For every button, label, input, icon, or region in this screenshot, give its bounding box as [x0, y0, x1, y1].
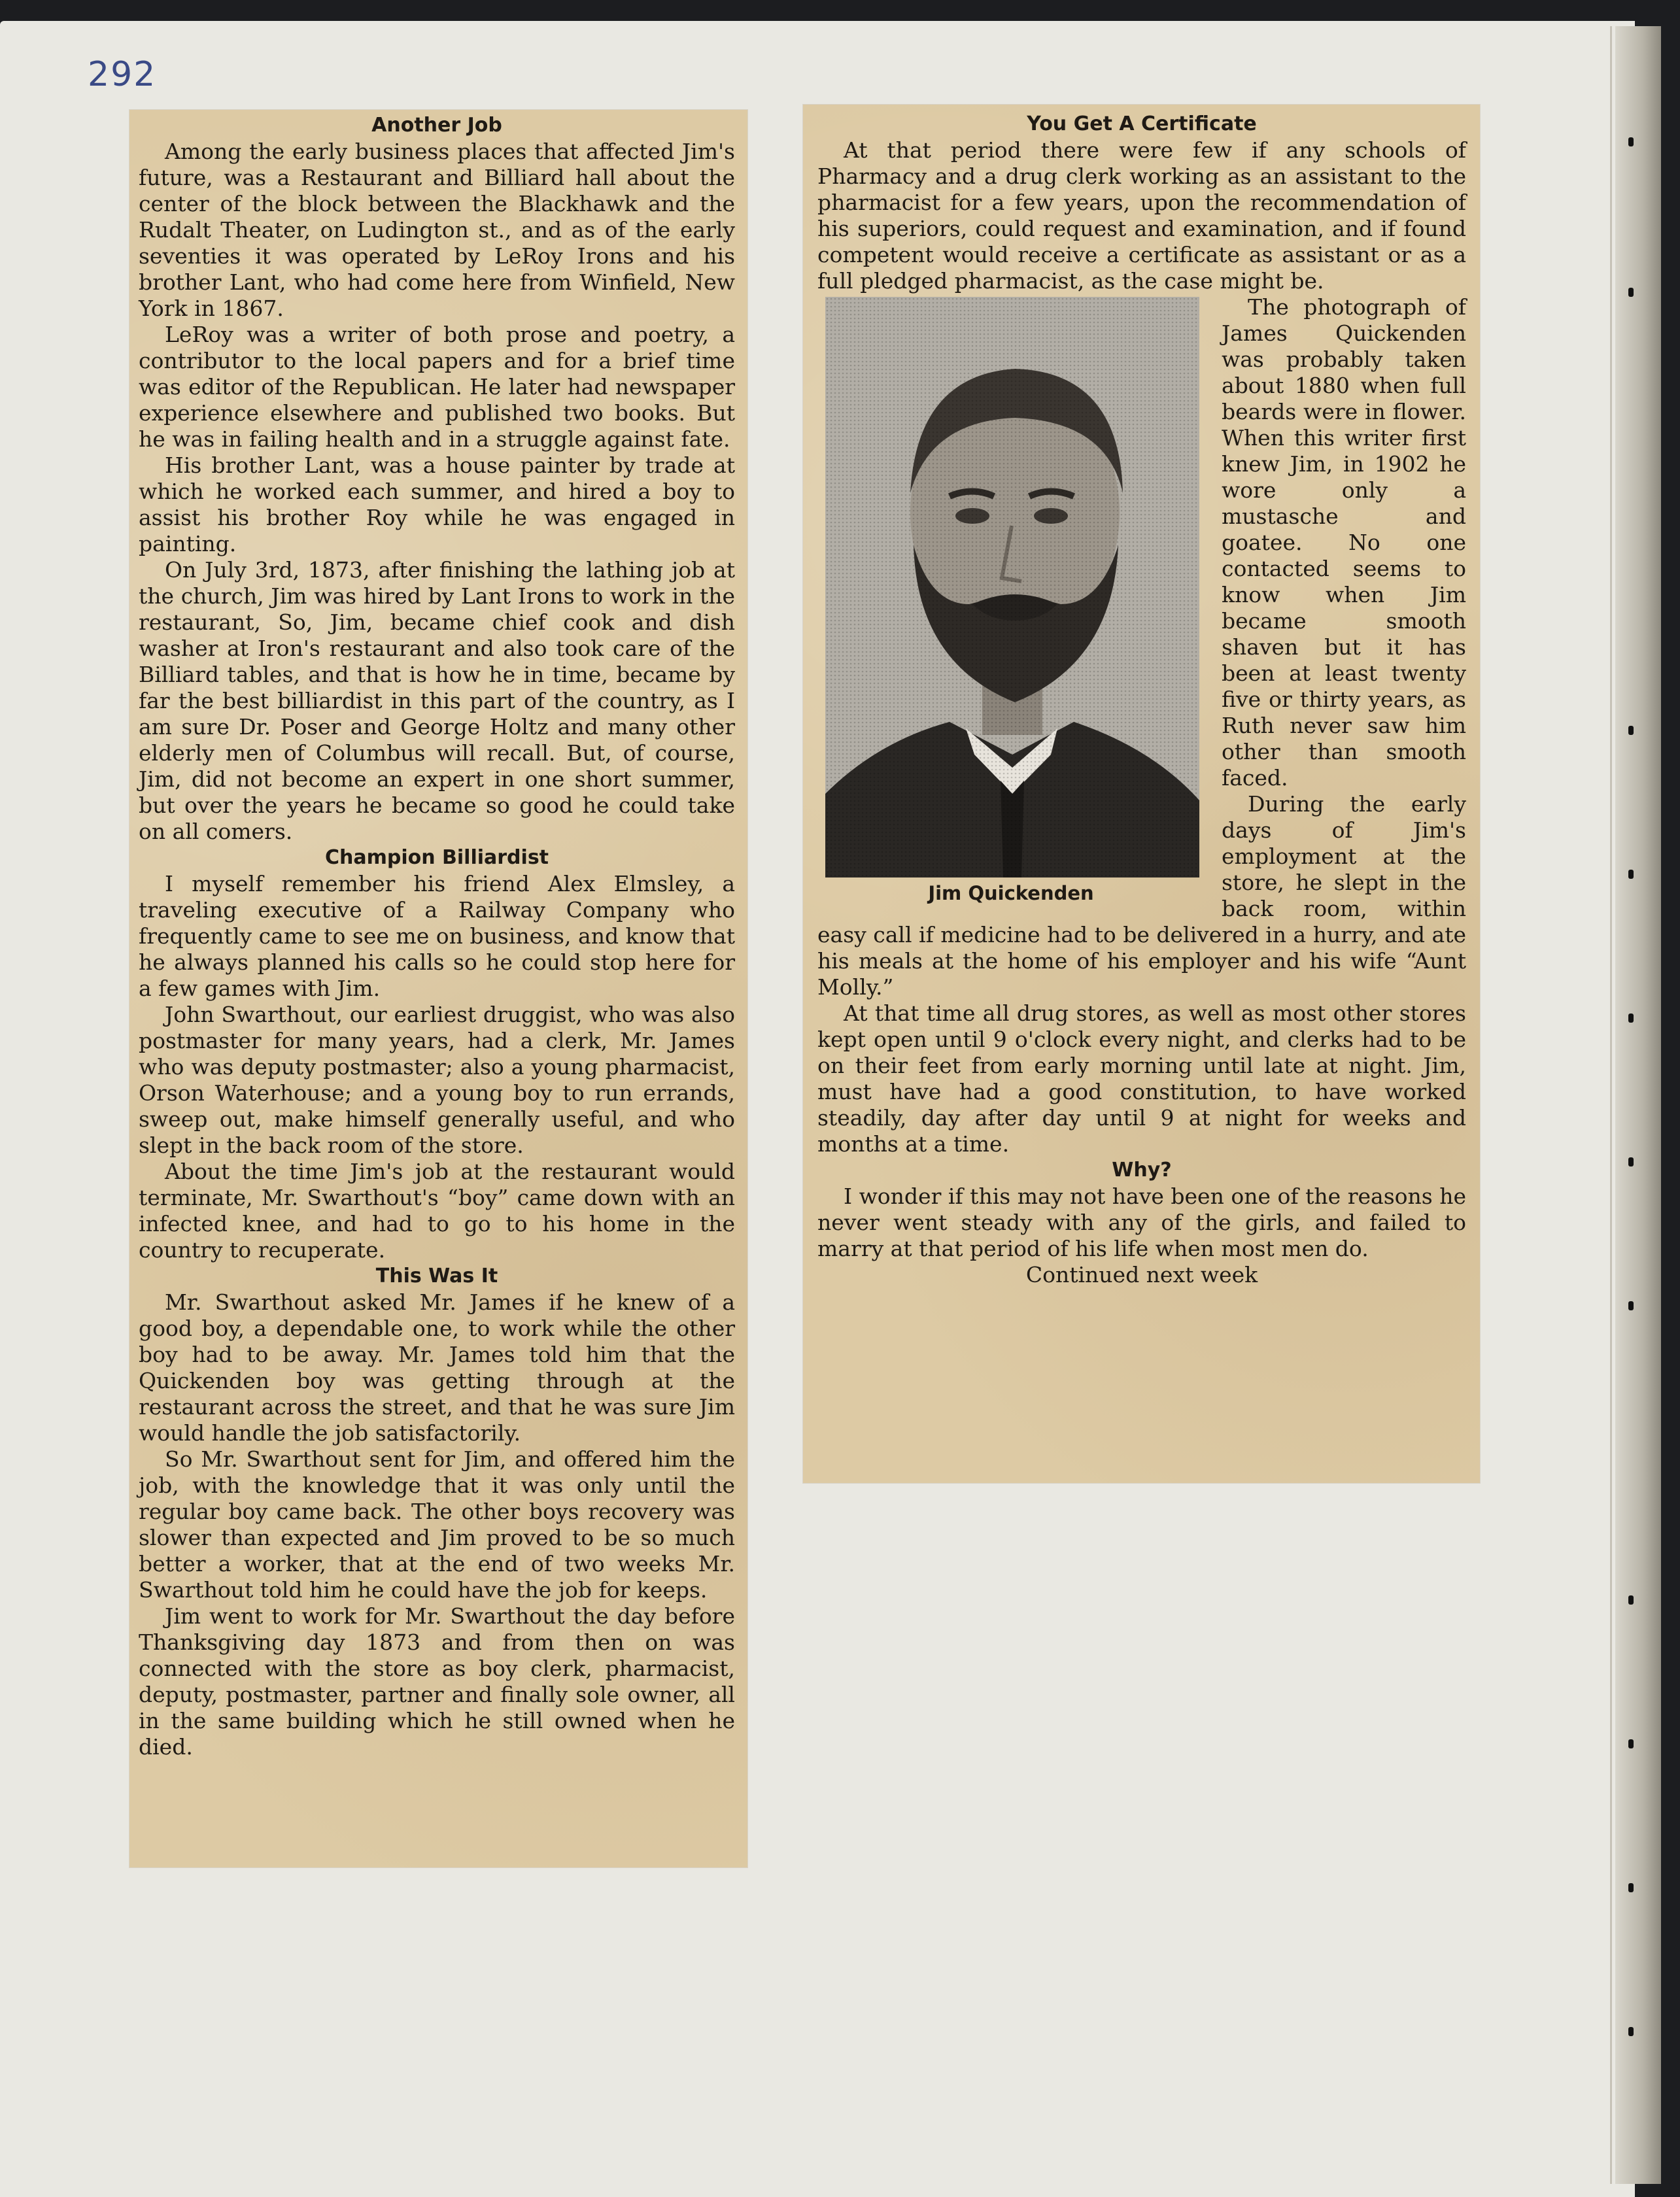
portrait-figure — [817, 297, 1205, 906]
page-edge — [1615, 26, 1661, 2184]
paragraph: Mr. Swarthout asked Mr. James if he knew of a good boy, a dependable one, to work while the other boy had to be away. Mr. James told him that the Quickenden boy was getting through at the restaurant across the street, and that he was sure Jim would handle the job satisfactorily. — [139, 1289, 735, 1446]
photo-side-text: The photograph of James Quickenden was probably taken about 1880 when full beards were in flower. When this writer first knew Jim, in 1902 he wore only a mustasche and goatee. No one contacted seems to know when Jim became smooth shaven but it has been at least twenty five or thirty years, as Ruth never saw him other than smooth faced. — [1222, 294, 1466, 791]
photo-caption: Jim Quickenden — [928, 882, 1094, 904]
page-number: 292 — [88, 55, 157, 94]
heading-this-was-it: This Was It — [375, 1265, 498, 1287]
paragraph: LeRoy was a writer of both prose and poetry, a contributor to the local papers and for a brief time was editor of the Republican. He later had newspaper experience elsewhere and published two books. But he was in failing health and in a struggle against fate. — [139, 322, 735, 452]
paragraph: So Mr. Swarthout sent for Jim, and offered him the job, with the knowledge that it was only until the regular boy came back. The other boys recovery was slower than expected and Jim proved to be so much better a worker, that at the end of two weeks Mr. Swarthout told him he could have the job for keeps. — [139, 1446, 735, 1603]
continued-note: Continued next week — [1025, 1262, 1258, 1287]
paragraph: I wonder if this may not have been one of the reasons he never went steady with any of the girls, and failed to marry at that period of his life when most men do. — [817, 1184, 1466, 1261]
newspaper-clipping-right — [803, 105, 1480, 1483]
heading-you-get-a-certificate: You Get A Certificate — [1027, 112, 1257, 135]
paragraph: John Swarthout, our earliest druggist, who was also postmaster for many years, had a clerk, Mr. James who was deputy postmaster; also a young pharmacist, Orson Waterhouse; and a young boy to run errands, sweep out, make himself generally useful, and who slept in the back room of the store. — [139, 1002, 735, 1158]
paragraph: At that period there were few if any schools of Pharmacy and a drug clerk working as an assistant to the pharmacist for a few years, upon the recommendation of his superiors, could request and examination, and if found competent would receive a certificate as assistant or as a full pledged pharmacist, as the case might be. — [817, 137, 1466, 294]
paragraph: On July 3rd, 1873, after finishing the lathing job at the church, Jim was hired by Lant Irons to work in the restaurant, So, Jim, became chief cook and dish washer at Iron's restaurant and also took care of the Billiard tables, and that is how he in time, became by far the best billiardist in this part of the country, as I am sure Dr. Poser and George Holtz and many other elderly men of Columbus will recall. But, of course, Jim, did not become an expert in one short summer, but over the years he became so good he could take on all comers. — [139, 557, 735, 844]
paragraph: Among the early business places that affected Jim's future, was a Restaurant and Billiard hall about the center of the block between the Blackhawk and the Rudalt Theater, on Ludington st., and as of the early seventies it was operated by LeRoy Irons and his brother Lant, who had come here from Winfield, New York in 1867. — [139, 139, 735, 321]
portrait-photo — [825, 297, 1199, 877]
binding-dot — [1628, 2027, 1634, 2036]
binding-dot — [1628, 137, 1634, 146]
paragraph: About the time Jim's job at the restaurant would terminate, Mr. Swarthout's “boy” came down with an infected knee, and had to go to his home in the country to recuperate. — [139, 1159, 735, 1263]
binding-dot — [1628, 726, 1634, 735]
binding-dot — [1628, 288, 1634, 297]
heading-champion-billiardist: Champion Billiardist — [324, 846, 549, 869]
paragraph: During the early days of Jim's employment at the store, he slept in the back room, within easy call if medicine had to be delivered in a hurry, and ate his meals at the home of his employer and his wife “Aunt Molly.” — [817, 791, 1467, 1000]
page-spine-line — [1610, 26, 1612, 2184]
binding-dot — [1628, 1301, 1634, 1310]
binding-dot — [1628, 1157, 1634, 1167]
binding-dot — [1628, 1595, 1634, 1605]
paragraph: I myself remember his friend Alex Elmsley, a traveling executive of a Railway Company who frequently came to see me on business, and know that he always planned his calls so he could stop here for a few games with Jim. — [139, 871, 735, 1001]
binding-dot — [1628, 1883, 1634, 1892]
binding-dot — [1628, 870, 1634, 879]
newspaper-clipping-left — [129, 110, 747, 1867]
binding-dot — [1628, 1739, 1634, 1748]
portrait-illustration — [825, 297, 1199, 877]
right-column-text — [817, 111, 1466, 1288]
paragraph: Jim went to work for Mr. Swarthout the day before Thanksgiving day 1873 and from then on was connected with the store as boy clerk, pharmacist, deputy, postmaster, partner and finally sole owner, all in the same building which he still owned when he died. — [139, 1603, 735, 1760]
heading-another-job: Another Job — [371, 114, 502, 137]
paragraph: At that time all drug stores, as well as most other stores kept open until 9 o'clock every night, and clerks had to be on their feet from early morning until late at night. Jim, must have had a good constitution, to have worked steadily, day after day until 9 at night for weeks and months at a time. — [817, 1000, 1466, 1157]
binding-dot — [1628, 1013, 1634, 1023]
heading-why: Why? — [1112, 1159, 1172, 1182]
left-column-text — [139, 112, 735, 1760]
paragraph: His brother Lant, was a house painter by trade at which he worked each summer, and hired a boy to assist his brother Roy while he was engaged in painting. — [139, 452, 735, 556]
